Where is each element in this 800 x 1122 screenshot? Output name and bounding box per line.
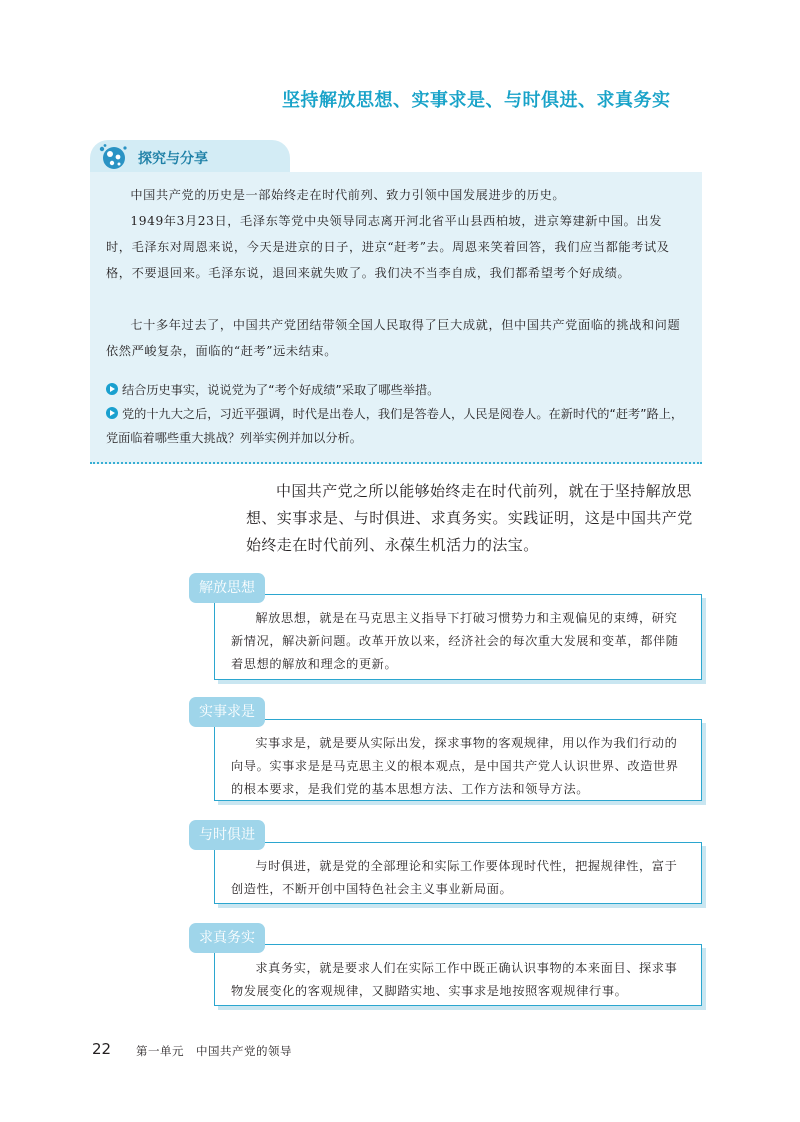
question-text: 党的十九大之后，习近平强调，时代是出卷人，我们是答卷人，人民是阅卷人。在新时代的“赶考”路上，党面临着哪些重大挑战？列举实例并加以分析。 [106,407,684,445]
explore-sphere-icon [98,143,128,171]
concept-box-pragmatic [214,944,702,1006]
concept-tag-pragmatic: 求真务实 [189,923,265,953]
explore-paragraph: 七十多年过去了，中国共产党团结带领全国人民取得了巨大成就，但中国共产党面临的挑战和问题依然严峻复杂，面临的“赶考”远未结束。 [106,318,681,358]
question-text: 结合历史事实，说说党为了“考个好成绩”采取了哪些举措。 [122,383,440,397]
concept-box-times [214,842,702,904]
concept-tag-facts: 实事求是 [189,697,265,727]
concept-tag-liberate: 解放思想 [189,573,265,603]
concept-text: 解放思想，就是在马克思主义指导下打破习惯势力和主观偏见的束缚，研究新情况，解决新问题。改革开放以来，经济社会的每次重大发展和变革，都伴随着思想的解放和理念的更新。 [231,611,679,671]
explore-paragraph: 中国共产党的历史是一部始终走在时代前列、致力引领中国发展进步的历史。 [130,188,566,202]
main-text: 中国共产党之所以能够始终走在时代前列，就在于坚持解放思想、实事求是、与时俱进、求真务实。实践证明，这是中国共产党始终走在时代前列、永葆生机活力的法宝。 [246,482,693,554]
explore-title: 探究与分享 [138,151,208,167]
question-item [106,402,688,450]
arrow-bullet-icon [106,383,118,395]
concept-tag-times: 与时俱进 [189,820,265,850]
unit-title: 第一单元 中国共产党的领导 [136,1044,292,1058]
concept-text: 与时俱进，就是党的全部理论和实际工作要体现时代性，把握规律性，富于创造性，不断开创中国特色社会主义事业新局面。 [231,859,678,896]
concept-box-facts [214,719,702,801]
page-number: 22 [92,1040,112,1058]
concept-text: 实事求是，就是要从实际出发，探求事物的客观规律，用以作为我们行动的向导。实事求是是马克思主义的根本观点，是中国共产党人认识世界、改造世界的根本要求，是我们党的基本思想方法、工作方法和领导方法。 [231,736,679,796]
question-item [106,378,688,402]
page-title: 坚持解放思想、实事求是、与时俱进、求真务实 [282,90,671,111]
explore-paragraph: 1949年3月23日，毛泽东等党中央领导同志离开河北省平山县西柏坡，进京筹建新中国。出发时，毛泽东对周恩来说，今天是进京的日子，进京“赶考”去。周恩来笑着回答，我们应当都能考试及格，不要退回来。毛泽东说，退回来就失败了。我们决不当李自成，我们都希望考个好成绩。 [106,214,670,280]
concept-box-liberate [214,594,702,680]
concept-text: 求真务实，就是要求人们在实际工作中既正确认识事物的本来面目、探求事物发展变化的客观规律，又脚踏实地、实事求是地按照客观规律行事。 [231,961,678,998]
arrow-bullet-icon [106,407,118,419]
